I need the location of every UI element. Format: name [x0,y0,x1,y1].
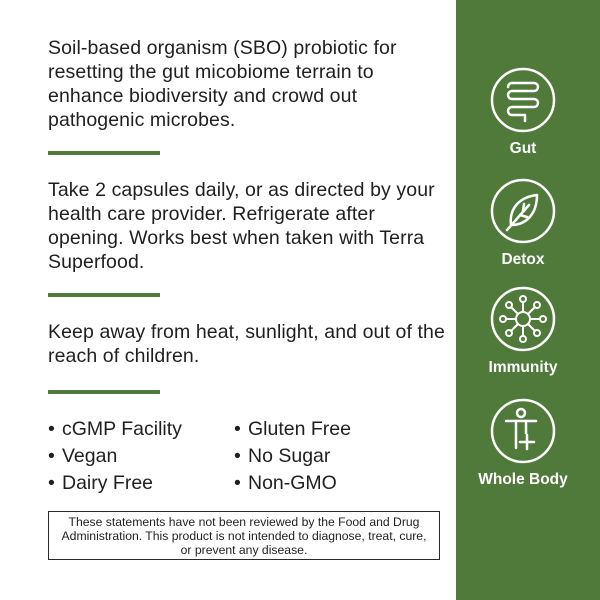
storage-warning: Keep away from heat, sunlight, and out of the reach of children. [48,321,445,367]
benefit-detox [456,177,590,269]
feature-item: • Non-GMO [234,472,337,494]
section-divider [48,390,160,394]
feature-item: • Dairy Free [48,472,154,494]
benefit-immunity [456,285,590,377]
molecule-icon [489,285,557,353]
fda-disclaimer: These statements have not been reviewed by the Food and Drug Administration. This product is not intended to diagnose, treat, cure, or prevent any disease. [48,511,440,560]
feature-list [48,416,448,500]
person-plus-icon [489,397,557,465]
benefit-label: Whole Body [478,471,568,488]
benefit-label: Detox [501,251,545,268]
feature-item: • Vegan [48,445,118,467]
benefits-sidebar [456,0,600,600]
benefit-whole-body [456,397,590,489]
section-divider [48,293,160,297]
feature-item: • Gluten Free [234,418,351,440]
benefit-label: Immunity [488,359,558,376]
section-divider [48,151,160,155]
usage-directions: Take 2 capsules daily, or as directed by your health care provider. Refrigerate after opening. Works best when taken with Terra Superfood. [48,179,435,273]
feature-item: • cGMP Facility [48,418,182,440]
intestine-icon [489,66,557,134]
leaf-icon [489,177,557,245]
feature-item: • No Sugar [234,445,331,467]
benefit-gut [456,66,590,158]
product-description: Soil-based organism (SBO) probiotic for resetting the gut micobiome terrain to enhance biodiversity and crowd out pathogenic microbes. [48,37,397,131]
benefit-label: Gut [509,140,537,157]
